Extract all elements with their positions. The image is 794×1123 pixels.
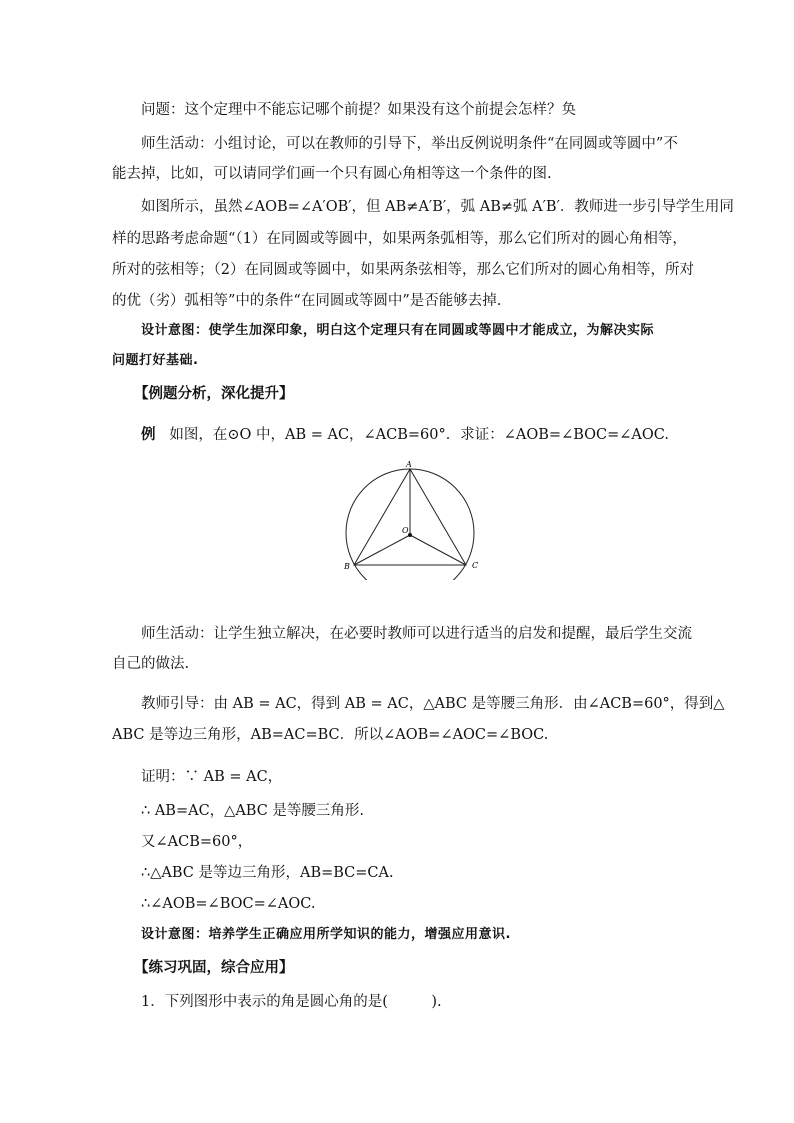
- proof-line-2: ∴ AB=AC，△ABC 是等腰三角形.: [141, 803, 365, 819]
- section-heading-example: 【例题分析，深化提升】: [134, 386, 294, 402]
- question-line: 问题：这个定理中不能忘记哪个前提？如果没有这个前提会怎样？奂: [141, 102, 576, 118]
- paragraph-line-1: 如图所示，虽然∠AOB=∠A′OB′，但 AB≠A′B′，弧 AB≠弧 A′B′．教师进一步引导学生用同: [141, 199, 734, 215]
- example-label: 例: [141, 426, 156, 443]
- guidance-line-2: ABC 是等边三角形，AB=AC=BC．所以∠AOB=∠AOC=∠BOC.: [112, 727, 549, 743]
- activity-2-line-1: 师生活动：让学生独立解决，在必要时教师可以进行适当的启发和提醒，最后学生交流: [141, 626, 692, 642]
- activity-line-1: 师生活动：小组讨论，可以在教师的引导下，举出反例说明条件“在同圆或等圆中”不: [141, 136, 678, 152]
- guidance-line-1: 教师引导：由 AB = AC，得到 AB = AC，△ABC 是等腰三角形．由∠ACB=60°，得到△: [141, 696, 725, 712]
- example-line: [141, 420, 684, 450]
- proof-line-1: 证明：∵ AB = AC，: [141, 769, 283, 785]
- design-intent-2: 设计意图：培养学生正确应用所学知识的能力，增强应用意识.: [141, 927, 511, 942]
- section-heading-practice: 【练习巩固，综合应用】: [134, 960, 294, 976]
- paragraph-line-4: 的优（劣）弧相等”中的条件“在同圆或等圆中”是否能够去掉.: [112, 293, 502, 309]
- proof-line-5: ∴∠AOB=∠BOC=∠AOC.: [141, 896, 316, 912]
- paragraph-line-3: 所对的弦相等；（2）在同圆或等圆中，如果两条弦相等，那么它们所对的圆心角相等，所对: [112, 262, 694, 278]
- proof-line-3: 又∠ACB=60°，: [141, 834, 253, 850]
- design-intent-1-line-2: 问题打好基础.: [112, 353, 199, 368]
- center-point: [408, 533, 412, 537]
- circle-figure: [335, 455, 485, 580]
- label-o: O: [402, 526, 409, 535]
- exercise-1: 1．下列图形中表示的角是圆心角的是( ).: [141, 994, 442, 1010]
- label-b: B: [344, 562, 350, 571]
- example-text: 如图，在⊙O 中，AB = AC，∠ACB=60°．求证：∠AOB=∠BOC=∠AOC.: [169, 427, 669, 443]
- label-a: A: [406, 460, 412, 469]
- label-c: C: [472, 561, 479, 570]
- paragraph-line-2: 样的思路考虑命题“（1）在同圆或等圆中，如果两条弧相等，那么它们所对的圆心角相等，: [112, 231, 687, 247]
- design-intent-1-line-1: 设计意图：使学生加深印象，明白这个定理只有在同圆或等圆中才能成立，为解决实际: [141, 323, 655, 338]
- activity-2-line-2: 自己的做法.: [112, 656, 190, 672]
- proof-line-4: ∴△ABC 是等边三角形，AB=BC=CA.: [141, 865, 394, 881]
- activity-line-2: 能去掉，比如，可以请同学们画一个只有圆心角相等这一个条件的图.: [112, 166, 552, 182]
